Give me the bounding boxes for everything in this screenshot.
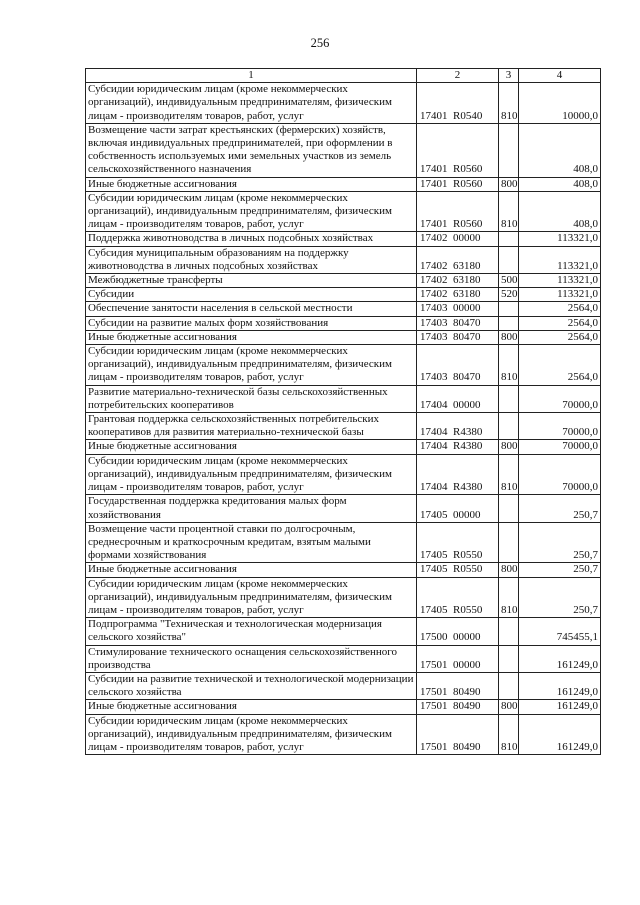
row-code-cell: 17404 R4380 [417, 440, 499, 454]
header-cell-amount: 4 [519, 69, 601, 83]
row-amount-cell: 161249,0 [519, 700, 601, 714]
row-amount-cell: 2564,0 [519, 345, 601, 386]
row-type-cell [499, 413, 519, 440]
row-name-cell: Иные бюджетные ассигнования [86, 700, 417, 714]
page-number: 256 [310, 36, 330, 50]
row-amount-cell: 250,7 [519, 522, 601, 563]
row-code-cell: 17404 00000 [417, 385, 499, 412]
row-name-cell: Субсидии на развитие малых форм хозяйствования [86, 316, 417, 330]
row-code-cell: 17405 R0550 [417, 577, 499, 618]
row-code-cell: 17404 R4380 [417, 454, 499, 495]
row-code-cell: 17403 80470 [417, 345, 499, 386]
table-row [86, 177, 601, 191]
row-amount-cell: 161249,0 [519, 672, 601, 699]
row-amount-cell: 408,0 [519, 123, 601, 177]
row-name-cell: Иные бюджетные ассигнования [86, 563, 417, 577]
row-type-cell [499, 232, 519, 246]
row-code-cell: 17405 R0550 [417, 522, 499, 563]
row-name-cell: Возмещение части затрат крестьянских (фермерских) хозяйств, включая индивидуальных предпринимателей, при оформлении в собственность используемых ими земельных участков из земель сельскохозяйственного назначения [86, 123, 417, 177]
header-cell-code: 2 [417, 69, 499, 83]
row-amount-cell: 113321,0 [519, 232, 601, 246]
row-name-cell: Субсидия муниципальным образованиям на поддержку животноводства в личных подсобных хозяйствах [86, 246, 417, 273]
row-type-cell [499, 522, 519, 563]
table-row [86, 495, 601, 522]
row-type-cell [499, 246, 519, 273]
table-row [86, 672, 601, 699]
row-code-cell: 17501 80490 [417, 672, 499, 699]
row-name-cell: Возмещение части процентной ставки по долгосрочным, среднесрочным и краткосрочным кредитам, взятым малыми формами хозяйствования [86, 522, 417, 563]
row-code-cell: 17403 00000 [417, 302, 499, 316]
table-row [86, 123, 601, 177]
table-row [86, 563, 601, 577]
row-amount-cell: 113321,0 [519, 246, 601, 273]
row-amount-cell: 2564,0 [519, 302, 601, 316]
row-code-cell: 17500 00000 [417, 618, 499, 645]
row-name-cell: Поддержка животноводства в личных подсобных хозяйствах [86, 232, 417, 246]
table-row [86, 83, 601, 124]
budget-table [85, 68, 601, 755]
row-amount-cell: 10000,0 [519, 83, 601, 124]
table-row [86, 316, 601, 330]
row-type-cell [499, 495, 519, 522]
row-code-cell: 17501 80490 [417, 700, 499, 714]
table-row [86, 345, 601, 386]
table-row [86, 454, 601, 495]
table-row [86, 440, 601, 454]
row-code-cell: 17405 R0550 [417, 563, 499, 577]
row-name-cell: Межбюджетные трансферты [86, 274, 417, 288]
row-type-cell: 800 [499, 330, 519, 344]
table-row [86, 522, 601, 563]
row-code-cell: 17401 R0560 [417, 123, 499, 177]
row-amount-cell: 161249,0 [519, 714, 601, 755]
row-amount-cell: 408,0 [519, 191, 601, 232]
row-name-cell: Субсидии юридическим лицам (кроме некоммерческих организаций), индивидуальным предпринимателям, физическим лицам - производителям товаров, работ, услуг [86, 454, 417, 495]
table-row [86, 645, 601, 672]
table-row [86, 413, 601, 440]
row-name-cell: Развитие материально-технической базы сельскохозяйственных потребительских кооперативов [86, 385, 417, 412]
row-code-cell: 17402 63180 [417, 246, 499, 273]
row-code-cell: 17403 80470 [417, 330, 499, 344]
row-name-cell: Иные бюджетные ассигнования [86, 330, 417, 344]
row-code-cell: 17403 80470 [417, 316, 499, 330]
row-name-cell: Субсидии юридическим лицам (кроме некоммерческих организаций), индивидуальным предпринимателям, физическим лицам - производителям товаров, работ, услуг [86, 714, 417, 755]
row-amount-cell: 113321,0 [519, 288, 601, 302]
row-amount-cell: 161249,0 [519, 645, 601, 672]
row-type-cell [499, 672, 519, 699]
row-name-cell: Подпрограмма "Техническая и технологическая модернизация сельского хозяйства" [86, 618, 417, 645]
row-name-cell: Иные бюджетные ассигнования [86, 177, 417, 191]
row-type-cell: 810 [499, 714, 519, 755]
row-name-cell: Субсидии [86, 288, 417, 302]
row-type-cell [499, 302, 519, 316]
row-name-cell: Грантовая поддержка сельскохозяйственных потребительских кооперативов для развития материально-технической базы [86, 413, 417, 440]
row-amount-cell: 408,0 [519, 177, 601, 191]
row-type-cell: 520 [499, 288, 519, 302]
row-code-cell: 17404 R4380 [417, 413, 499, 440]
row-type-cell: 800 [499, 440, 519, 454]
row-code-cell: 17402 63180 [417, 288, 499, 302]
row-name-cell: Стимулирование технического оснащения сельскохозяйственного производства [86, 645, 417, 672]
row-name-cell: Субсидии на развитие технической и технологической модернизации сельского хозяйства [86, 672, 417, 699]
header-cell-type: 3 [499, 69, 519, 83]
row-type-cell: 810 [499, 454, 519, 495]
table-row [86, 191, 601, 232]
table-row [86, 330, 601, 344]
table-header-row [86, 69, 601, 83]
row-name-cell: Субсидии юридическим лицам (кроме некоммерческих организаций), индивидуальным предпринимателям, физическим лицам - производителям товаров, работ, услуг [86, 577, 417, 618]
row-code-cell: 17402 63180 [417, 274, 499, 288]
row-type-cell: 810 [499, 345, 519, 386]
row-code-cell: 17501 80490 [417, 714, 499, 755]
row-name-cell: Иные бюджетные ассигнования [86, 440, 417, 454]
row-amount-cell: 745455,1 [519, 618, 601, 645]
row-type-cell: 810 [499, 83, 519, 124]
row-amount-cell: 250,7 [519, 495, 601, 522]
table-row [86, 618, 601, 645]
row-type-cell [499, 316, 519, 330]
table-row [86, 288, 601, 302]
row-amount-cell: 250,7 [519, 577, 601, 618]
row-code-cell: 17401 R0560 [417, 191, 499, 232]
row-type-cell: 810 [499, 191, 519, 232]
row-name-cell: Субсидии юридическим лицам (кроме некоммерческих организаций), индивидуальным предпринимателям, физическим лицам - производителям товаров, работ, услуг [86, 191, 417, 232]
row-name-cell: Обеспечение занятости населения в сельской местности [86, 302, 417, 316]
table-row [86, 577, 601, 618]
row-type-cell [499, 618, 519, 645]
row-name-cell: Субсидии юридическим лицам (кроме некоммерческих организаций), индивидуальным предпринимателям, физическим лицам - производителям товаров, работ, услуг [86, 83, 417, 124]
table-row [86, 246, 601, 273]
row-amount-cell: 70000,0 [519, 413, 601, 440]
row-name-cell: Субсидии юридическим лицам (кроме некоммерческих организаций), индивидуальным предпринимателям, физическим лицам - производителям товаров, работ, услуг [86, 345, 417, 386]
row-code-cell: 17401 R0540 [417, 83, 499, 124]
row-type-cell [499, 123, 519, 177]
table-row [86, 274, 601, 288]
row-code-cell: 17401 R0560 [417, 177, 499, 191]
row-amount-cell: 2564,0 [519, 330, 601, 344]
row-code-cell: 17405 00000 [417, 495, 499, 522]
row-amount-cell: 2564,0 [519, 316, 601, 330]
row-amount-cell: 70000,0 [519, 385, 601, 412]
row-type-cell [499, 645, 519, 672]
row-type-cell: 800 [499, 700, 519, 714]
table-row [86, 302, 601, 316]
row-type-cell [499, 385, 519, 412]
row-name-cell: Государственная поддержка кредитования малых форм хозяйствования [86, 495, 417, 522]
row-type-cell: 500 [499, 274, 519, 288]
row-code-cell: 17402 00000 [417, 232, 499, 246]
table-row [86, 385, 601, 412]
row-type-cell: 800 [499, 563, 519, 577]
header-cell-name: 1 [86, 69, 417, 83]
row-amount-cell: 250,7 [519, 563, 601, 577]
row-code-cell: 17501 00000 [417, 645, 499, 672]
row-type-cell: 800 [499, 177, 519, 191]
row-amount-cell: 113321,0 [519, 274, 601, 288]
table-row [86, 714, 601, 755]
row-amount-cell: 70000,0 [519, 440, 601, 454]
row-amount-cell: 70000,0 [519, 454, 601, 495]
table-row [86, 232, 601, 246]
table-row [86, 700, 601, 714]
row-type-cell: 810 [499, 577, 519, 618]
